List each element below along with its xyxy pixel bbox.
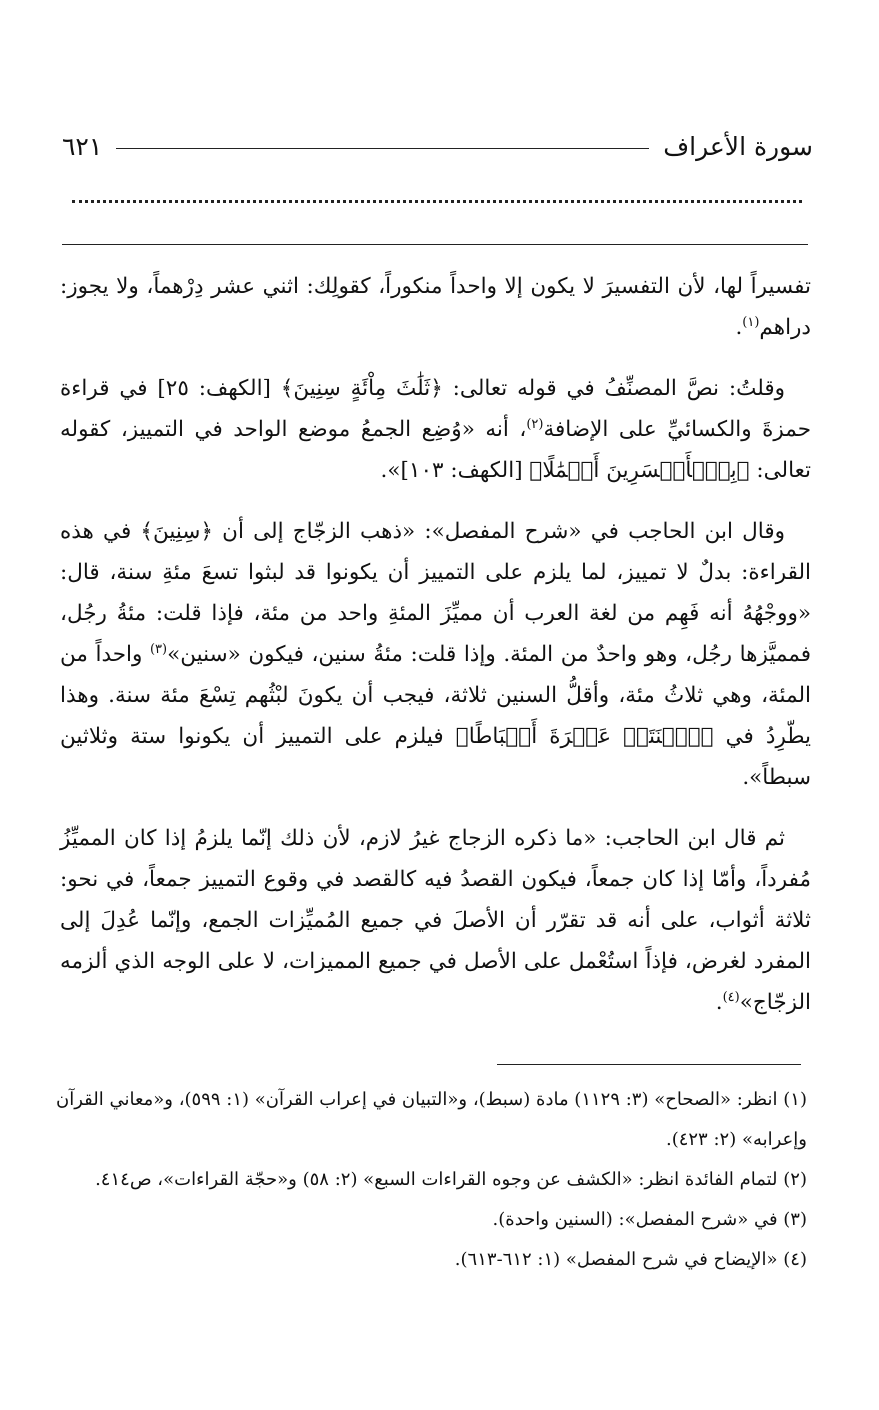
page-number: ٦٢١ bbox=[62, 131, 103, 161]
footnote-separator bbox=[497, 1064, 801, 1065]
paragraph: وقال ابن الحاجب في «شرح المفصل»: «ذهب الزجّاج إلى أن ﴿سِنِينَ﴾ في هذه القراءة: بدلٌ لا تمييز، لما يلزم على التمييز أن يكونوا قد لبثوا تسعَ مئةِ سنة، قال: «ووجْهُهُ أنه فَهِم من لغة العرب أن مميِّزَ المئةِ واحد من مئة، فإذا قلت: مئةُ رجُل، فمميَّزها رجُل، وهو واحدٌ من المئة. وإذا قلت: مئةُ سنين، فيكون «سنين»$^{(٣)}$ واحداً من المئة، وهي ثلاثُ مئة، وأقلُّ السنين ثلاثة، فيجب أن يكونَ لبْثُهم تِسْعَ مئة سنة. وهذا يطّرِدُ في ﴿ٱثۡنَتَيۡ عَشۡرَةَ أَسۡبَاطًا﴾ فيلزم على التمييز أن يكونوا ستة وثلاثين سبطاً». bbox=[60, 519, 811, 790]
header-rule bbox=[116, 148, 649, 149]
omission-dotted-line bbox=[72, 200, 802, 203]
footnote-ref: (٤) bbox=[722, 989, 740, 1005]
footnote-ref: (٣) bbox=[149, 641, 168, 657]
surah-title: سورة الأعراف bbox=[663, 131, 813, 161]
paragraph: وقلتُ: نصَّ المصنِّفُ في قوله تعالى: ﴿ثَلَٰثَ مِاْئَةٍ سِنِينَ﴾ [الكهف: ٢٥] في قراءة حمزةَ والكسائيِّ على الإضافة$^{(٢)}$، أنه «وُضِع الجمعُ موضع الواحد في التمييز، كقوله تعالى: ﴿بِٱلۡأَخۡسَرِينَ أَعۡمَٰلًا﴾ [الكهف: ١٠٣]». bbox=[60, 376, 811, 483]
top-rule bbox=[62, 244, 808, 245]
footnote-ref: (١) bbox=[742, 314, 760, 330]
footnote: (٤) «الإيضاح في شرح المفصل» (١: ٦١٢-٦١٣). bbox=[454, 1249, 807, 1270]
paragraph: تفسيراً لها، لأن التفسيرَ لا يكون إلا واحداً منكوراً، كقولِك: اثني عشر دِرْهماً، ولا يجوز: دراهم$^{(١)}$. bbox=[60, 274, 811, 340]
footnote: (٢) لتمام الفائدة انظر: «الكشف عن وجوه القراءات السبع» (٢: ٥٨) و«حجّة القراءات»، ص٤١٤. bbox=[95, 1169, 807, 1190]
running-header bbox=[62, 128, 813, 164]
footnote: (٣) في «شرح المفصل»: (السنين واحدة). bbox=[492, 1209, 807, 1230]
footnote-ref: (٢) bbox=[526, 416, 544, 432]
footnotes bbox=[56, 1080, 807, 1280]
footnote: (١) انظر: «الصحاح» (٣: ١١٢٩) مادة (سبط)، و«التبيان في إعراب القرآن» (١: ٥٩٩)، و«معاني القرآن وإعرابه» (٢: ٤٢٣). bbox=[56, 1089, 807, 1150]
paragraph: ثم قال ابن الحاجب: «ما ذكره الزجاج غيرُ لازم، لأن ذلك إنّما يلزمُ إذا كان المميِّزُ مُفرداً، وأمّا إذا كان جمعاً، فيكون القصدُ فيه كالقصد في وقوع التمييز جمعاً، في نحو: ثلاثة أثواب، على أنه قد تقرّر أن الأصلَ في جميع المُميِّزات الجمع، وإنّما عُدِلَ إلى المفرد لغرض، فإذاً استُعْمل على الأصل في جميع المميزات، لا على الوجه الذي ألزمه الزجّاج»$^{(٤)}$. bbox=[60, 826, 811, 1015]
main-text bbox=[60, 266, 811, 1043]
